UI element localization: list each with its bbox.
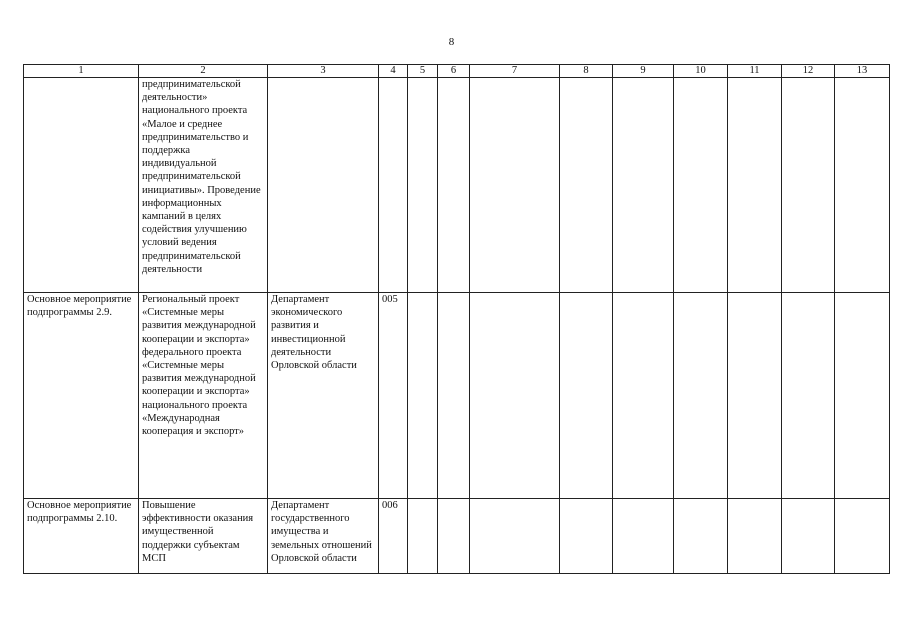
header-cell-10: 10	[674, 65, 728, 78]
code-cell: 005	[379, 293, 408, 499]
empty-cell	[560, 499, 613, 574]
empty-cell	[613, 499, 674, 574]
code-cell: 006	[379, 499, 408, 574]
empty-cell	[438, 78, 470, 293]
empty-cell	[470, 293, 560, 499]
header-cell-6: 6	[438, 65, 470, 78]
empty-cell	[470, 499, 560, 574]
header-cell-9: 9	[613, 65, 674, 78]
empty-cell	[728, 499, 782, 574]
empty-cell	[728, 78, 782, 293]
code-cell	[379, 78, 408, 293]
header-cell-11: 11	[728, 65, 782, 78]
empty-cell	[560, 78, 613, 293]
empty-cell	[408, 293, 438, 499]
empty-cell	[782, 78, 835, 293]
page-number: 8	[448, 36, 455, 48]
header-cell-7: 7	[470, 65, 560, 78]
empty-cell	[613, 293, 674, 499]
empty-cell	[835, 78, 890, 293]
header-cell-1: 1	[24, 65, 139, 78]
measure-name-cell	[24, 78, 139, 293]
executor-cell: Департамент государственного имущества и земельных отношений Орловской области	[268, 499, 379, 574]
empty-cell	[613, 78, 674, 293]
header-row	[24, 65, 890, 78]
executor-cell: Департамент экономического развития и инвестиционной деятельности Орловской области	[268, 293, 379, 499]
empty-cell	[438, 499, 470, 574]
empty-cell	[674, 499, 728, 574]
header-cell-13: 13	[835, 65, 890, 78]
header-cell-4: 4	[379, 65, 408, 78]
empty-cell	[674, 293, 728, 499]
table-row	[24, 78, 890, 293]
description-cell: Повышение эффективности оказания имущественной поддержки субъектам МСП	[139, 499, 268, 574]
empty-cell	[835, 293, 890, 499]
empty-cell	[728, 293, 782, 499]
budget-table	[23, 64, 890, 574]
header-cell-8: 8	[560, 65, 613, 78]
description-cell: предпринимательской деятельности» национального проекта «Малое и среднее предпринимательство и поддержка индивидуальной предпринимательской инициативы». Проведение информационных кампаний в целях содействия улучшению условий ведения предпринимательской деятельности	[139, 78, 268, 293]
empty-cell	[470, 78, 560, 293]
empty-cell	[408, 78, 438, 293]
header-cell-5: 5	[408, 65, 438, 78]
measure-name-cell: Основное мероприятие подпрограммы 2.10.	[24, 499, 139, 574]
description-cell: Региональный проект «Системные меры развития международной кооперации и экспорта» федерального проекта «Системные меры развития международной кооперации и экспорта» национального проекта «Международная кооперация и экспорт»	[139, 293, 268, 499]
empty-cell	[674, 78, 728, 293]
empty-cell	[438, 293, 470, 499]
empty-cell	[835, 499, 890, 574]
empty-cell	[560, 293, 613, 499]
header-cell-12: 12	[782, 65, 835, 78]
empty-cell	[782, 499, 835, 574]
header-cell-3: 3	[268, 65, 379, 78]
empty-cell	[782, 293, 835, 499]
measure-name-cell: Основное мероприятие подпрограммы 2.9.	[24, 293, 139, 499]
executor-cell	[268, 78, 379, 293]
empty-cell	[408, 499, 438, 574]
header-cell-2: 2	[139, 65, 268, 78]
table-row	[24, 293, 890, 499]
table-row	[24, 499, 890, 574]
